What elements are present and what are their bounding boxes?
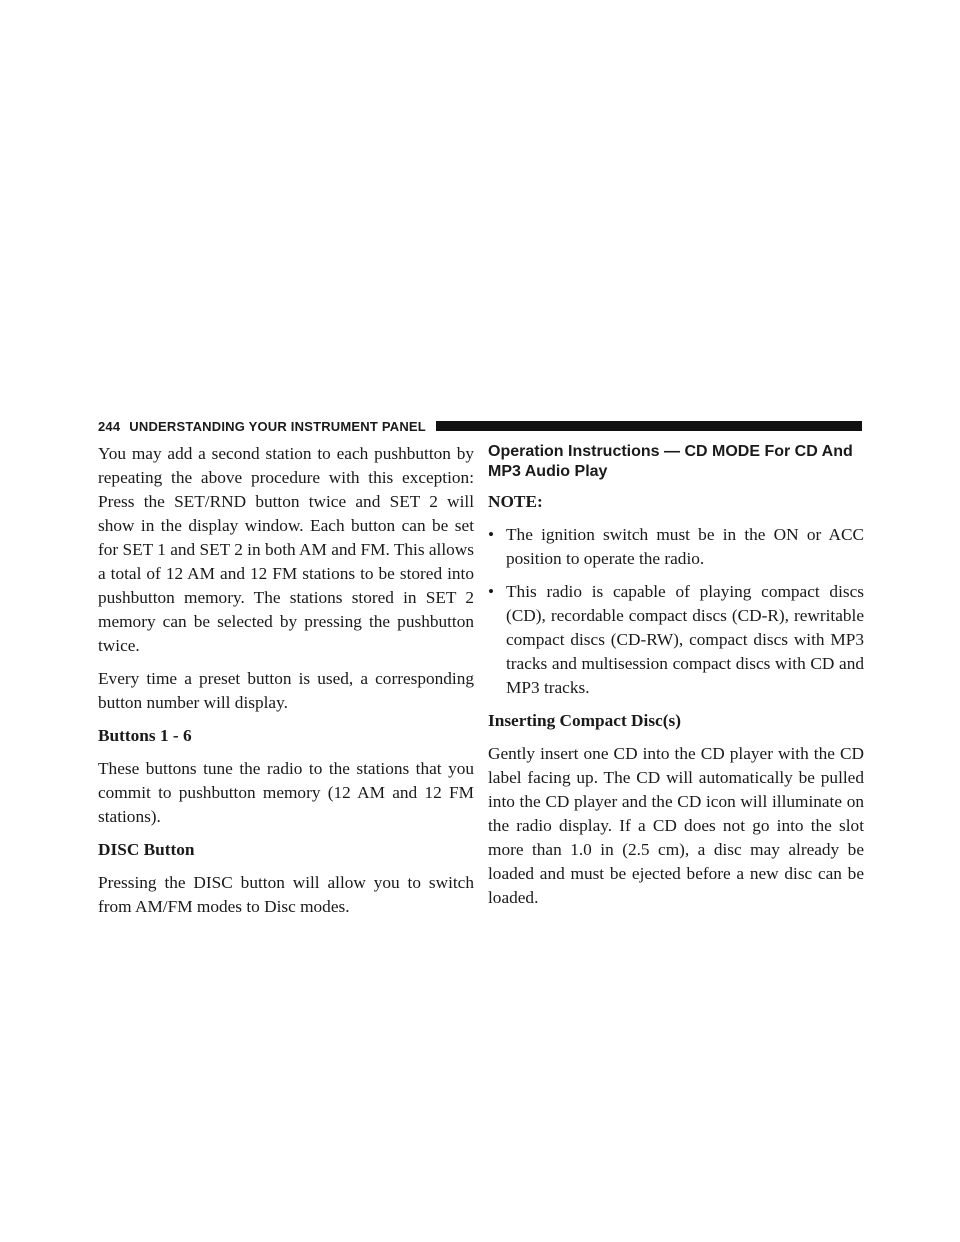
section-heading-cd-mode: Operation Instructions — CD MODE For CD And MP3 Audio Play [488, 443, 853, 480]
heading-disc-button: DISC Button [98, 840, 195, 859]
paragraph-preset-display: Every time a preset button is used, a corresponding button number will display. [98, 669, 474, 712]
paragraph-buttons-tune: These buttons tune the radio to the stations that you commit to pushbutton memory (12 AM and 12 FM stations). [98, 759, 474, 826]
note-bullet-list [488, 523, 864, 700]
left-column [98, 442, 474, 928]
bullet-text: The ignition switch must be in the ON or ACC position to operate the radio. [506, 525, 864, 568]
paragraph-second-station: You may add a second station to each pushbutton by repeating the above procedure with this exception: Press the SET/RND button twice and SET 2 will show in the display window. Each button can be set for SET 1 and SET 2 in both AM and FM. This allows a total of 12 AM and 12 FM stations to be stored into pushbutton memory. The stations stored in SET 2 memory can be selected by pressing the pushbutton twice. [98, 444, 474, 655]
list-item [488, 580, 864, 700]
list-item [488, 523, 864, 571]
header-rule [436, 421, 862, 431]
page-number: 244 [98, 418, 121, 434]
bullet-text: This radio is capable of playing compact discs (CD), recordable compact discs (CD-R), rewritable compact discs (CD-RW), compact discs with MP3 tracks and multisession compact discs with CD and MP3 tracks. [506, 582, 864, 697]
paragraph-inserting-cd: Gently insert one CD into the CD player with the CD label facing up. The CD will automatically be pulled into the CD player and the CD icon will illuminate on the radio display. If a CD does not go into the slot more than 1.0 in (2.5 cm), a disc may already be loaded and must be ejected before a new disc can be loaded. [488, 744, 864, 907]
bullet-icon: • [488, 582, 495, 601]
note-label: NOTE: [488, 492, 543, 511]
bullet-icon: • [488, 525, 495, 544]
heading-buttons-1-6: Buttons 1 - 6 [98, 726, 192, 745]
page-header [98, 416, 862, 436]
paragraph-disc-button: Pressing the DISC button will allow you to switch from AM/FM modes to Disc modes. [98, 873, 474, 916]
running-section-title: UNDERSTANDING YOUR INSTRUMENT PANEL [129, 418, 426, 434]
right-column [488, 442, 864, 919]
heading-inserting-compact-discs: Inserting Compact Disc(s) [488, 711, 681, 730]
